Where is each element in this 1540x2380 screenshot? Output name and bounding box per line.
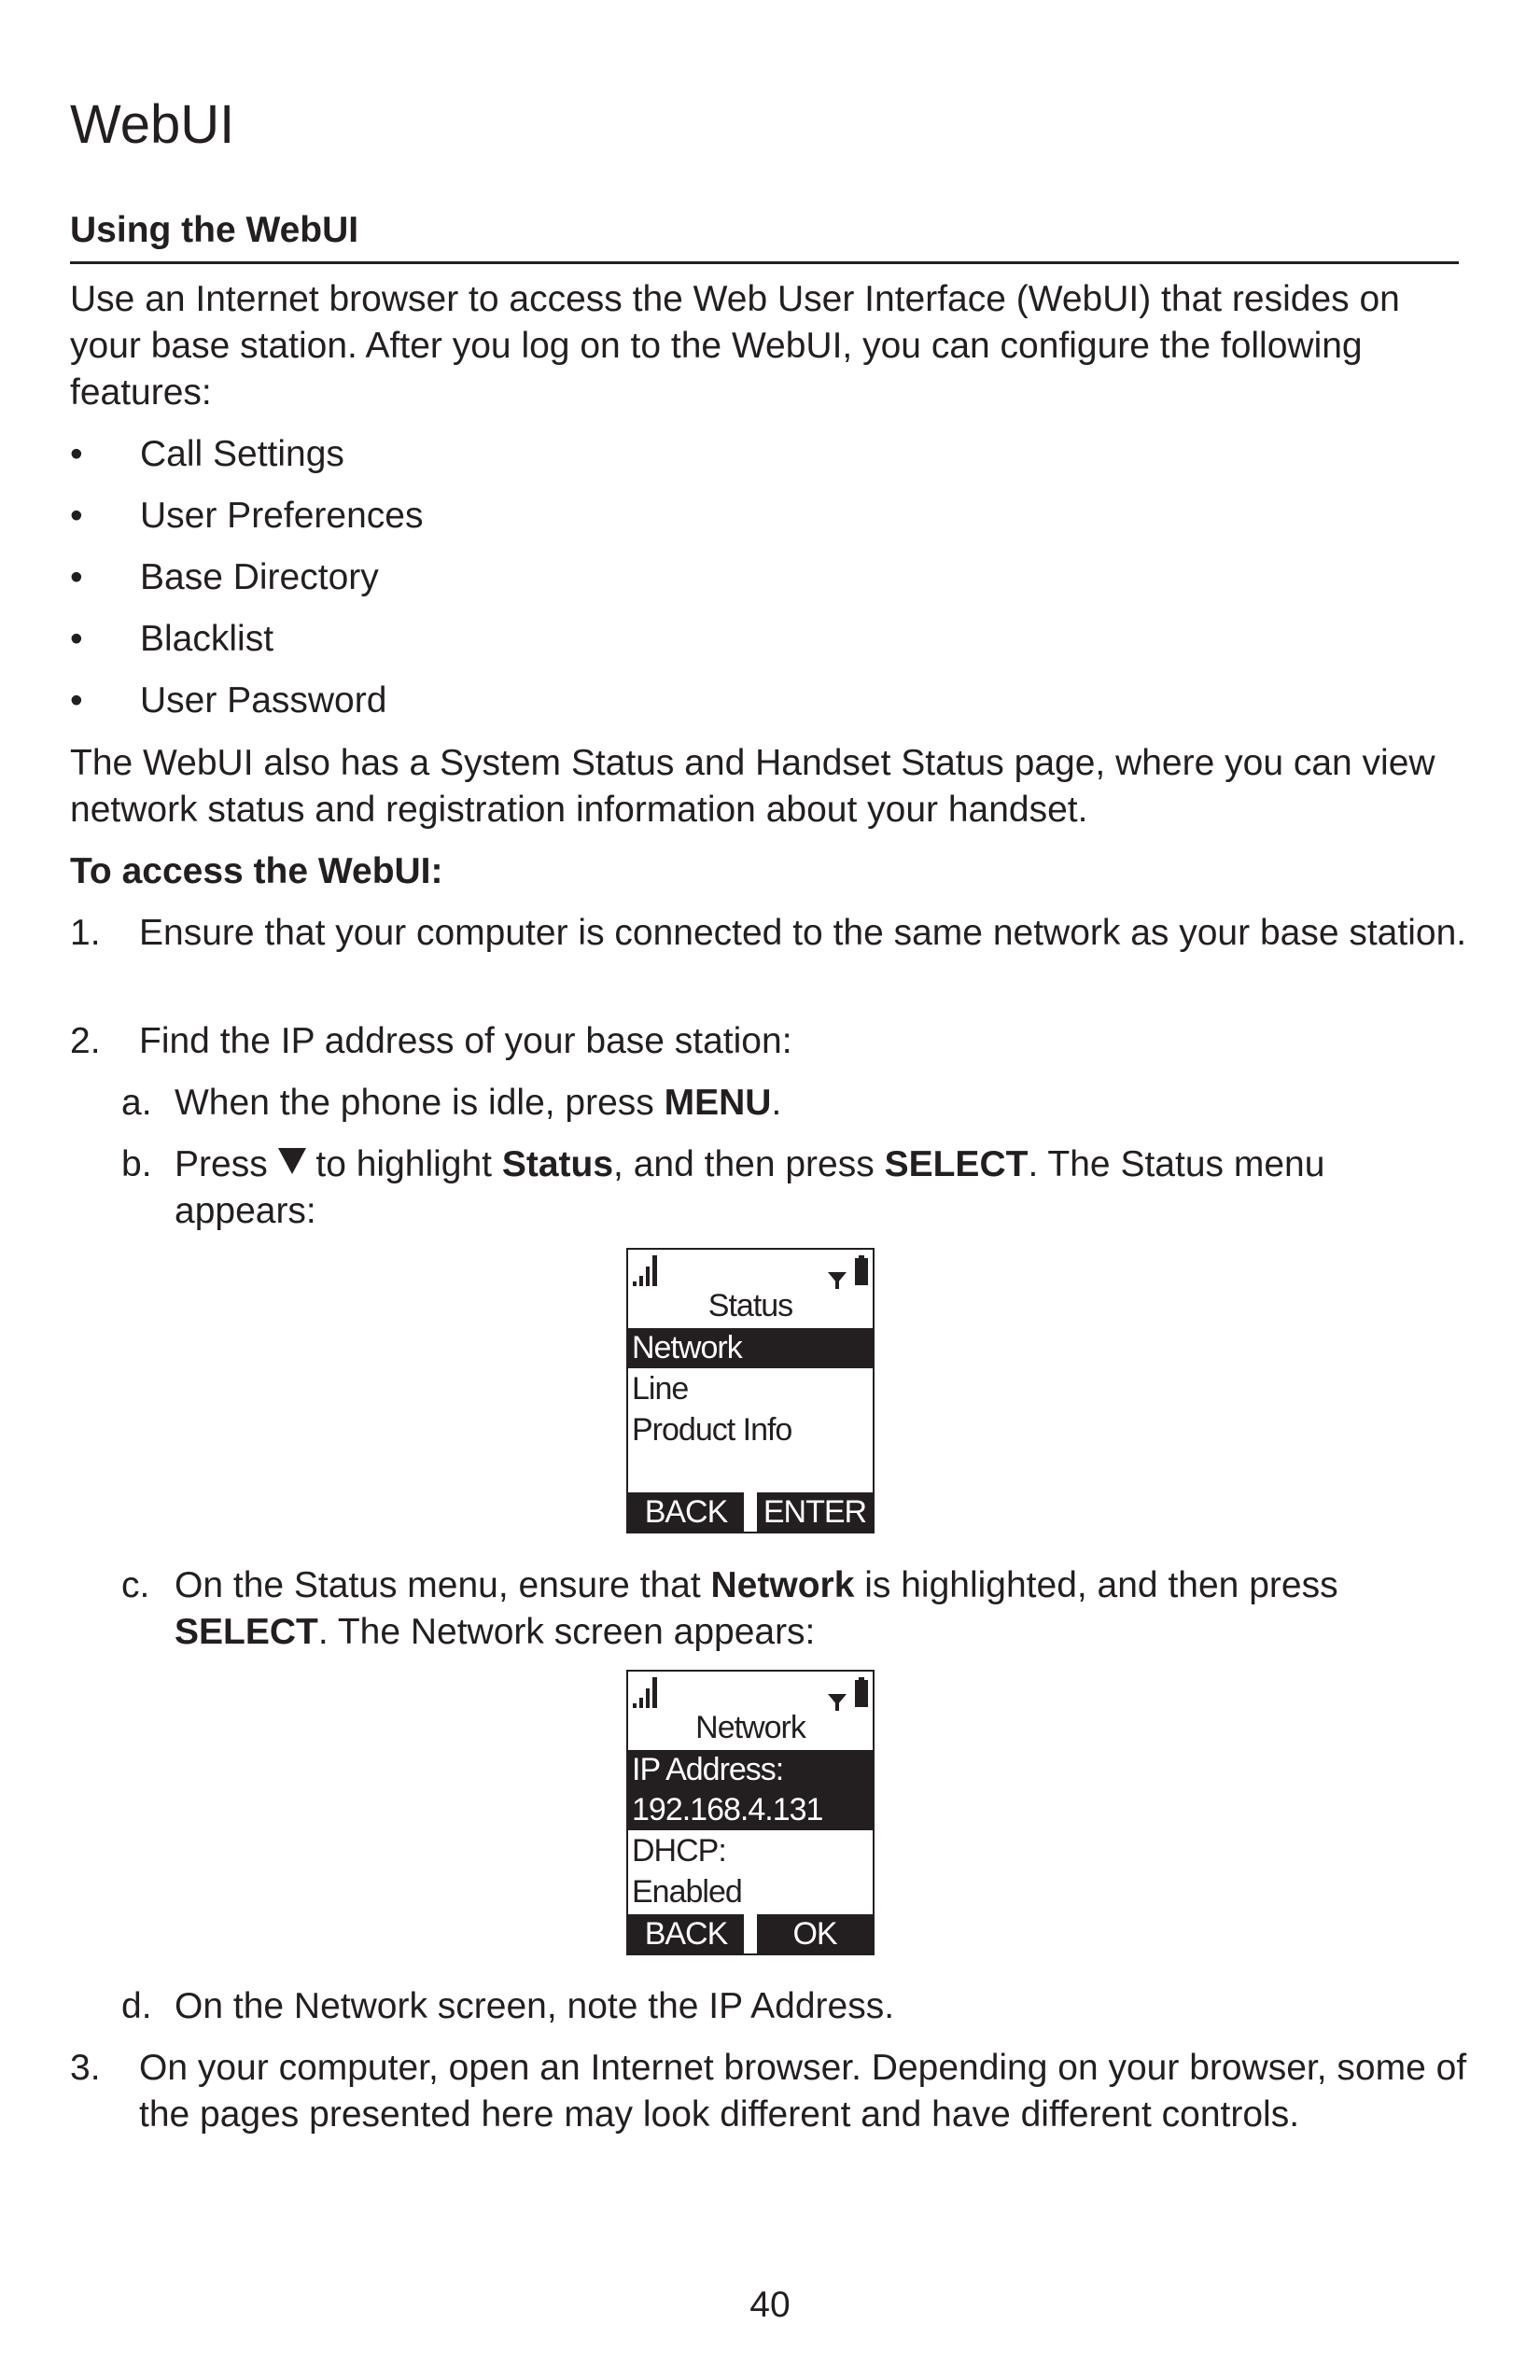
network-screen [626,1670,875,1955]
bullet: • [70,680,83,721]
signal-strength-icon [632,1253,660,1287]
down-arrow-icon [278,1148,306,1174]
softkey-back[interactable]: BACK [628,1492,744,1532]
section-header [70,205,1459,264]
feature-list [70,431,1470,739]
status-paragraph: The WebUI also has a System Status and Handset Status page, where you can view network status and registration information about your handset. [70,743,1435,830]
feature-label: Base Directory [140,557,379,597]
step-text: Ensure that your computer is connected to the same network as your base station. [139,913,1467,953]
step-number: 2. [70,1021,101,1061]
step-1 [70,910,1470,957]
list-item [70,678,1470,739]
step-2c [121,1562,1465,1656]
step-2 [70,1018,1470,1065]
softkey-bar [628,1914,873,1953]
page-number: 40 [749,2285,791,2325]
screen-title: Network [695,1710,805,1745]
key-menu: MENU [664,1083,772,1123]
step-text: Press to highlight Status, and then press SELECT. The Status menu appears: [175,1144,1325,1231]
softkey-bar [628,1492,873,1532]
softkey-ok[interactable]: OK [757,1914,873,1953]
softkey-enter[interactable]: ENTER [757,1492,873,1532]
step-2d [121,1983,1465,2030]
section-heading: Using the WebUI [70,205,1459,264]
softkey-back[interactable]: BACK [628,1914,744,1953]
feature-label: User Preferences [140,496,424,536]
step-2b [121,1141,1465,1235]
intro-paragraph: Use an Internet browser to access the Web User Interface (WebUI) that resides on your base station. After you log on to the WebUI, you can configure the following features: [70,279,1400,413]
menu-item-line[interactable]: Line [632,1371,689,1407]
step-text: On the Network screen, note the IP Address. [175,1986,895,2026]
bullet: • [70,434,83,474]
page-title: WebUI [70,94,235,155]
step-text: Find the IP address of your base station: [139,1021,792,1061]
step-letter: b. [121,1144,152,1184]
step-number: 3. [70,2048,101,2088]
signal-strength-icon [632,1675,660,1709]
access-heading: To access the WebUI: [70,851,443,891]
bullet: • [70,496,83,536]
step-text: On your computer, open an Internet browser. Depending on your browser, some of the pages presented here may look different and have different controls. [139,2048,1467,2135]
step-2a [121,1080,1465,1127]
list-item [70,616,1470,678]
step-text: When the phone is idle, press MENU. [175,1083,782,1123]
bullet: • [70,557,83,597]
feature-label: Call Settings [140,434,344,474]
menu-item-product-info[interactable]: Product Info [632,1412,792,1448]
step-letter: c. [121,1565,150,1605]
menu-item-network[interactable]: Network [628,1328,873,1368]
step-number: 1. [70,913,101,953]
step-text: On the Status menu, ensure that Network is highlighted, and then press SELECT. The Network screen appears: [175,1565,1338,1652]
step-3 [70,2045,1470,2138]
ip-address-label: IP Address: [628,1750,873,1790]
step-letter: d. [121,1986,152,2026]
battery-icon [854,1677,869,1707]
list-item [70,554,1470,616]
screen-title: Status [707,1288,793,1323]
step-letter: a. [121,1083,152,1123]
feature-label: Blacklist [140,619,274,659]
list-item [70,493,1470,554]
dhcp-label: DHCP: [632,1833,726,1869]
battery-icon [854,1255,869,1285]
ip-address-value: 192.168.4.131 [628,1790,873,1830]
dhcp-value: Enabled [632,1874,742,1910]
status-menu-screen [626,1248,875,1533]
list-item [70,431,1470,493]
bullet: • [70,619,83,659]
feature-label: User Password [140,680,387,721]
